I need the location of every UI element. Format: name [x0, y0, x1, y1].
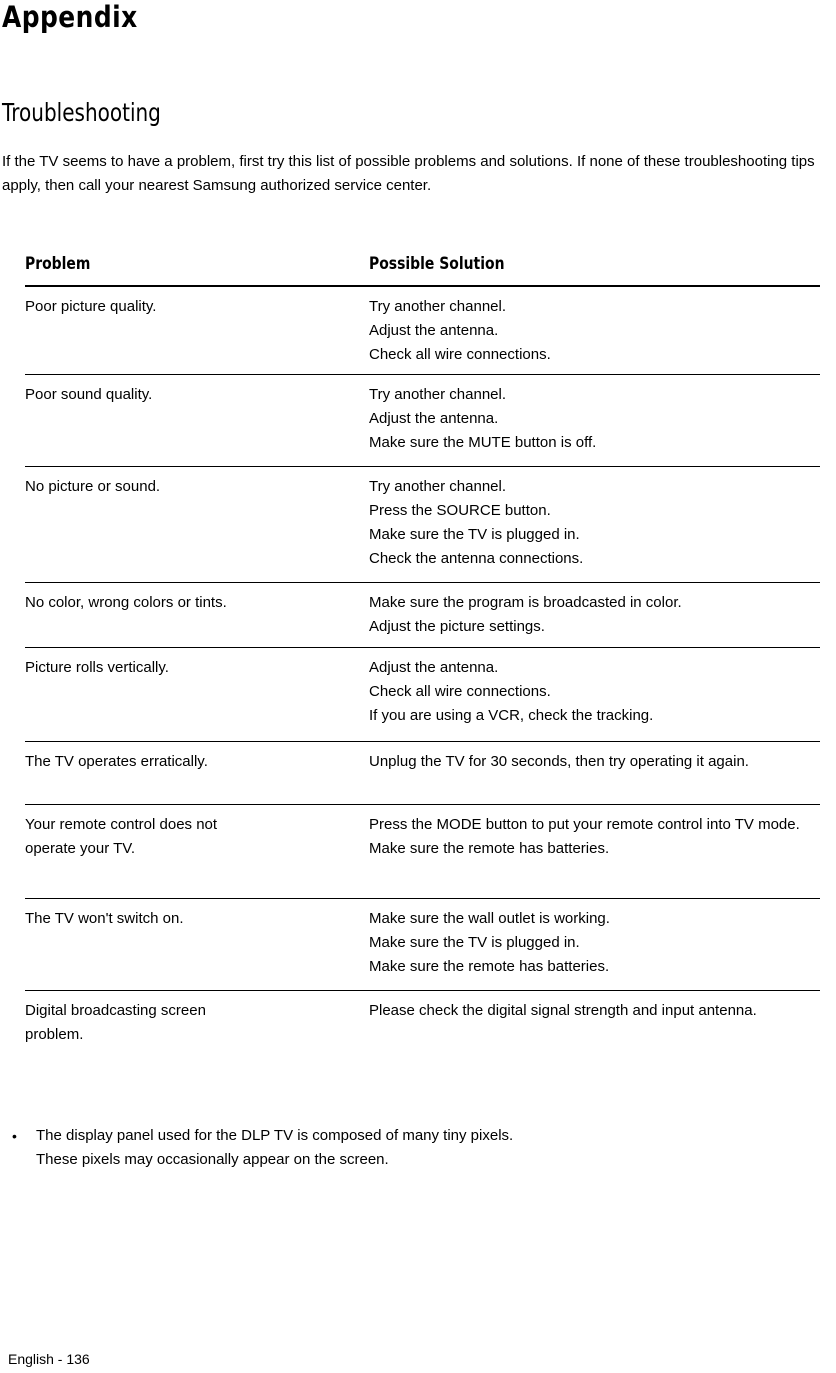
solution-cell [369, 383, 820, 456]
section-heading: Troubleshooting [2, 98, 161, 127]
table-row [25, 742, 820, 805]
table-row [25, 991, 820, 1061]
page-heading: Appendix [2, 0, 138, 34]
table-row [25, 805, 820, 899]
table-row [25, 899, 820, 991]
solution-line: Adjust the antenna. [369, 410, 499, 427]
solution-line: Make sure the program is broadcasted in color. [369, 594, 682, 611]
table-row [25, 467, 820, 583]
solution-line: Try another channel. [369, 478, 507, 495]
problem-cell: The TV operates erratically. [25, 753, 208, 770]
table-row [25, 287, 820, 375]
solution-line: Make sure the MUTE button is off. [369, 434, 597, 451]
note [12, 1124, 812, 1172]
intro-paragraph: If the TV seems to have a problem, first try this list of possible problems and solutions. If none of these troubleshooting tips apply, then call your nearest Samsung authorized service center. [2, 153, 815, 194]
table-body [25, 287, 820, 1061]
solution-line: If you are using a VCR, check the tracking. [369, 707, 654, 724]
table-row [25, 648, 820, 742]
problem-cell: Your remote control does not operate your TV. [25, 816, 218, 857]
bullet-icon: • [12, 1128, 17, 1144]
solution-line: Try another channel. [369, 386, 507, 403]
solution-line: Check all wire connections. [369, 346, 551, 363]
solution-line: Check the antenna connections. [369, 550, 584, 567]
problem-cell: Digital broadcasting screen problem. [25, 1002, 206, 1043]
table-header [25, 249, 820, 287]
solution-line: Make sure the TV is plugged in. [369, 934, 580, 951]
page-footer: English - 136 [8, 1351, 90, 1367]
table-row [25, 583, 820, 648]
solution-line: Press the MODE button to put your remote control into TV mode. [369, 816, 800, 833]
solution-line: Unplug the TV for 30 seconds, then try operating it again. [369, 753, 749, 770]
problem-cell: Poor sound quality. [25, 386, 153, 403]
solution-cell [369, 656, 820, 731]
solution-line: Try another channel. [369, 298, 507, 315]
solution-line: Make sure the remote has batteries. [369, 958, 610, 975]
problem-cell: Poor picture quality. [25, 298, 157, 315]
solution-line: Make sure the TV is plugged in. [369, 526, 580, 543]
solution-cell [369, 999, 820, 1051]
solution-column-header: Possible Solution [369, 254, 505, 274]
table-row [25, 375, 820, 467]
troubleshooting-table [25, 249, 820, 1061]
solution-cell [369, 907, 820, 980]
solution-line: Please check the digital signal strength and input antenna. [369, 1002, 757, 1019]
solution-cell [369, 813, 820, 888]
solution-line: Make sure the wall outlet is working. [369, 910, 610, 927]
solution-cell [369, 295, 820, 364]
solution-line: Adjust the antenna. [369, 322, 499, 339]
solution-line: Make sure the remote has batteries. [369, 840, 610, 857]
problem-column-header: Problem [25, 254, 91, 274]
problem-cell: No color, wrong colors or tints. [25, 594, 227, 611]
solution-line: Adjust the antenna. [369, 659, 499, 676]
note-text [36, 1124, 513, 1172]
solution-line: Adjust the picture settings. [369, 618, 545, 635]
solution-cell [369, 475, 820, 572]
problem-cell: Picture rolls vertically. [25, 659, 169, 676]
solution-line: Press the SOURCE button. [369, 502, 551, 519]
note-line: The display panel used for the DLP TV is composed of many tiny pixels. [36, 1127, 514, 1144]
solution-cell [369, 591, 820, 637]
solution-line: Check all wire connections. [369, 683, 551, 700]
problem-cell: The TV won't switch on. [25, 910, 184, 927]
problem-cell: No picture or sound. [25, 478, 161, 495]
solution-cell [369, 750, 820, 794]
note-line: These pixels may occasionally appear on the screen. [36, 1151, 389, 1168]
